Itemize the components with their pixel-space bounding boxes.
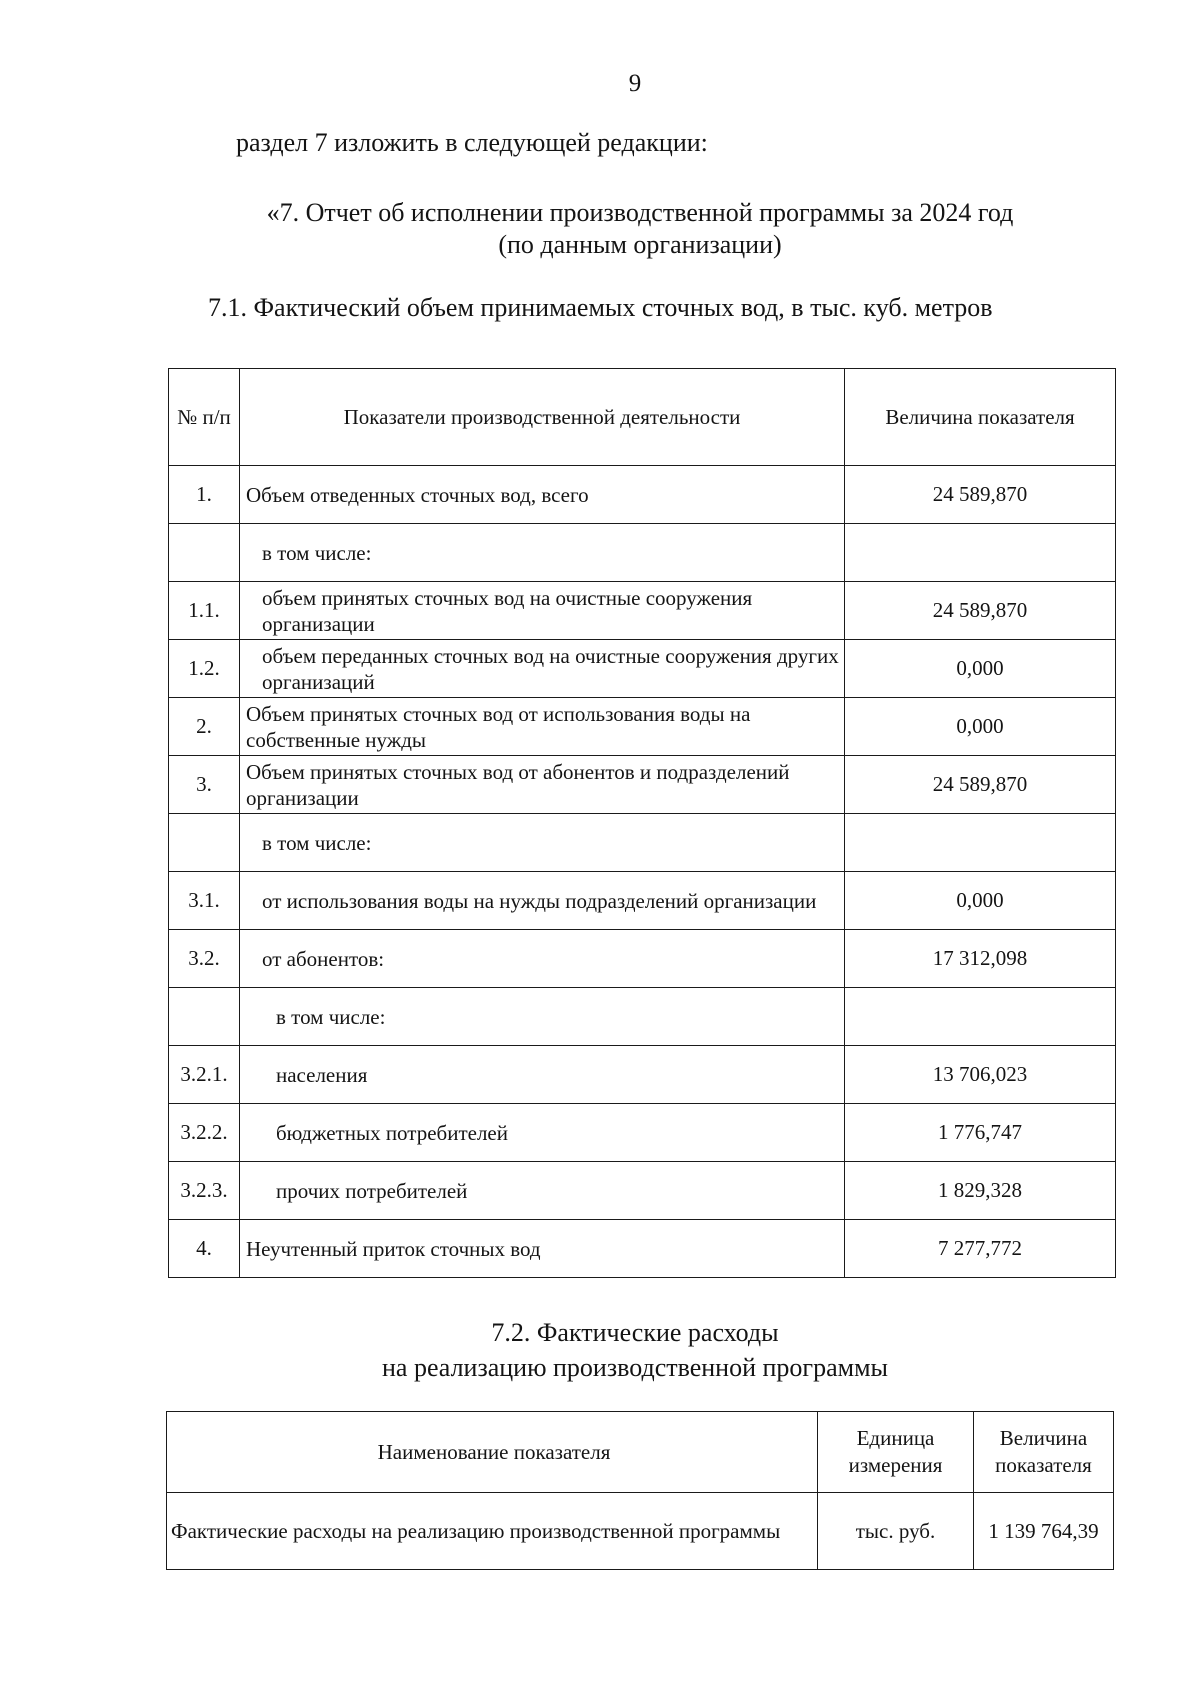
table-row [169, 1162, 1116, 1220]
row-indicator: Объем принятых сточных вод от использования воды на собственные нужды [240, 698, 845, 756]
row-number [169, 988, 240, 1046]
table-row [169, 640, 1116, 698]
table-row [169, 988, 1116, 1046]
row-number [169, 524, 240, 582]
table-row [169, 1104, 1116, 1162]
row-indicator: Объем принятых сточных вод от абонентов и подразделений организации [240, 756, 845, 814]
row-value: 24 589,870 [845, 466, 1116, 524]
header-number: № п/п [169, 369, 240, 466]
row-value: 24 589,870 [845, 582, 1116, 640]
table-row [169, 1046, 1116, 1104]
header-indicator: Показатели производственной деятельности [240, 369, 845, 466]
row-indicator: Неучтенный приток сточных вод [240, 1220, 845, 1278]
row-value: 0,000 [845, 640, 1116, 698]
row-indicator: прочих потребителей [240, 1162, 845, 1220]
row-indicator: в том числе: [240, 814, 845, 872]
row-value: 1 139 764,39 [974, 1493, 1114, 1570]
page-number: 9 [628, 70, 642, 97]
row-indicator: от использования воды на нужды подразделений организации [240, 872, 845, 930]
table-row [169, 930, 1116, 988]
row-number: 3.2. [169, 930, 240, 988]
row-value: 1 829,328 [845, 1162, 1116, 1220]
table-header-row [167, 1412, 1114, 1493]
row-value [845, 814, 1116, 872]
section-title: «7. Отчет об исполнении производственной программы за 2024 год [266, 198, 1014, 227]
table-row [169, 524, 1116, 582]
row-unit: тыс. руб. [818, 1493, 974, 1570]
table-row [169, 814, 1116, 872]
header-value: Величина показателя [974, 1412, 1114, 1493]
intro-text: раздел 7 изложить в следующей редакции: [236, 128, 708, 157]
row-number: 3. [169, 756, 240, 814]
row-value: 1 776,747 [845, 1104, 1116, 1162]
row-value: 17 312,098 [845, 930, 1116, 988]
table-row [169, 872, 1116, 930]
row-number [169, 814, 240, 872]
row-number: 3.1. [169, 872, 240, 930]
table-row [169, 582, 1116, 640]
row-value [845, 524, 1116, 582]
expenses-table [166, 1411, 1114, 1570]
subsection-title-7-1: 7.1. Фактический объем принимаемых сточных вод, в тыс. куб. метров [208, 293, 993, 322]
row-indicator: населения [240, 1046, 845, 1104]
row-value: 13 706,023 [845, 1046, 1116, 1104]
header-name: Наименование показателя [167, 1412, 818, 1493]
row-value: 0,000 [845, 698, 1116, 756]
table-row [167, 1493, 1114, 1570]
row-value: 0,000 [845, 872, 1116, 930]
row-number: 3.2.2. [169, 1104, 240, 1162]
row-indicator: Объем отведенных сточных вод, всего [240, 466, 845, 524]
header-unit: Единица измерения [818, 1412, 974, 1493]
row-value: 24 589,870 [845, 756, 1116, 814]
row-indicator: объем принятых сточных вод на очистные сооружения организации [240, 582, 845, 640]
table-row [169, 756, 1116, 814]
row-indicator: объем переданных сточных вод на очистные сооружения других организаций [240, 640, 845, 698]
row-number: 1.2. [169, 640, 240, 698]
row-value: 7 277,772 [845, 1220, 1116, 1278]
table-header-row [169, 369, 1116, 466]
row-number: 3.2.3. [169, 1162, 240, 1220]
row-indicator: бюджетных потребителей [240, 1104, 845, 1162]
subsection-title-7-2-cont: на реализацию производственной программы [381, 1353, 888, 1382]
row-value [845, 988, 1116, 1046]
row-indicator: от абонентов: [240, 930, 845, 988]
table-row [169, 1220, 1116, 1278]
table-row [169, 698, 1116, 756]
row-number: 1. [169, 466, 240, 524]
table-row [169, 466, 1116, 524]
row-number: 4. [169, 1220, 240, 1278]
row-number: 2. [169, 698, 240, 756]
row-number: 1.1. [169, 582, 240, 640]
row-number: 3.2.1. [169, 1046, 240, 1104]
section-title-note: (по данным организации) [498, 230, 782, 259]
header-value: Величина показателя [845, 369, 1116, 466]
subsection-title-7-2: 7.2. Фактические расходы [491, 1318, 779, 1347]
row-indicator: в том числе: [240, 988, 845, 1046]
row-name: Фактические расходы на реализацию производственной программы [167, 1493, 818, 1570]
wastewater-volume-table [168, 368, 1116, 1278]
row-indicator: в том числе: [240, 524, 845, 582]
